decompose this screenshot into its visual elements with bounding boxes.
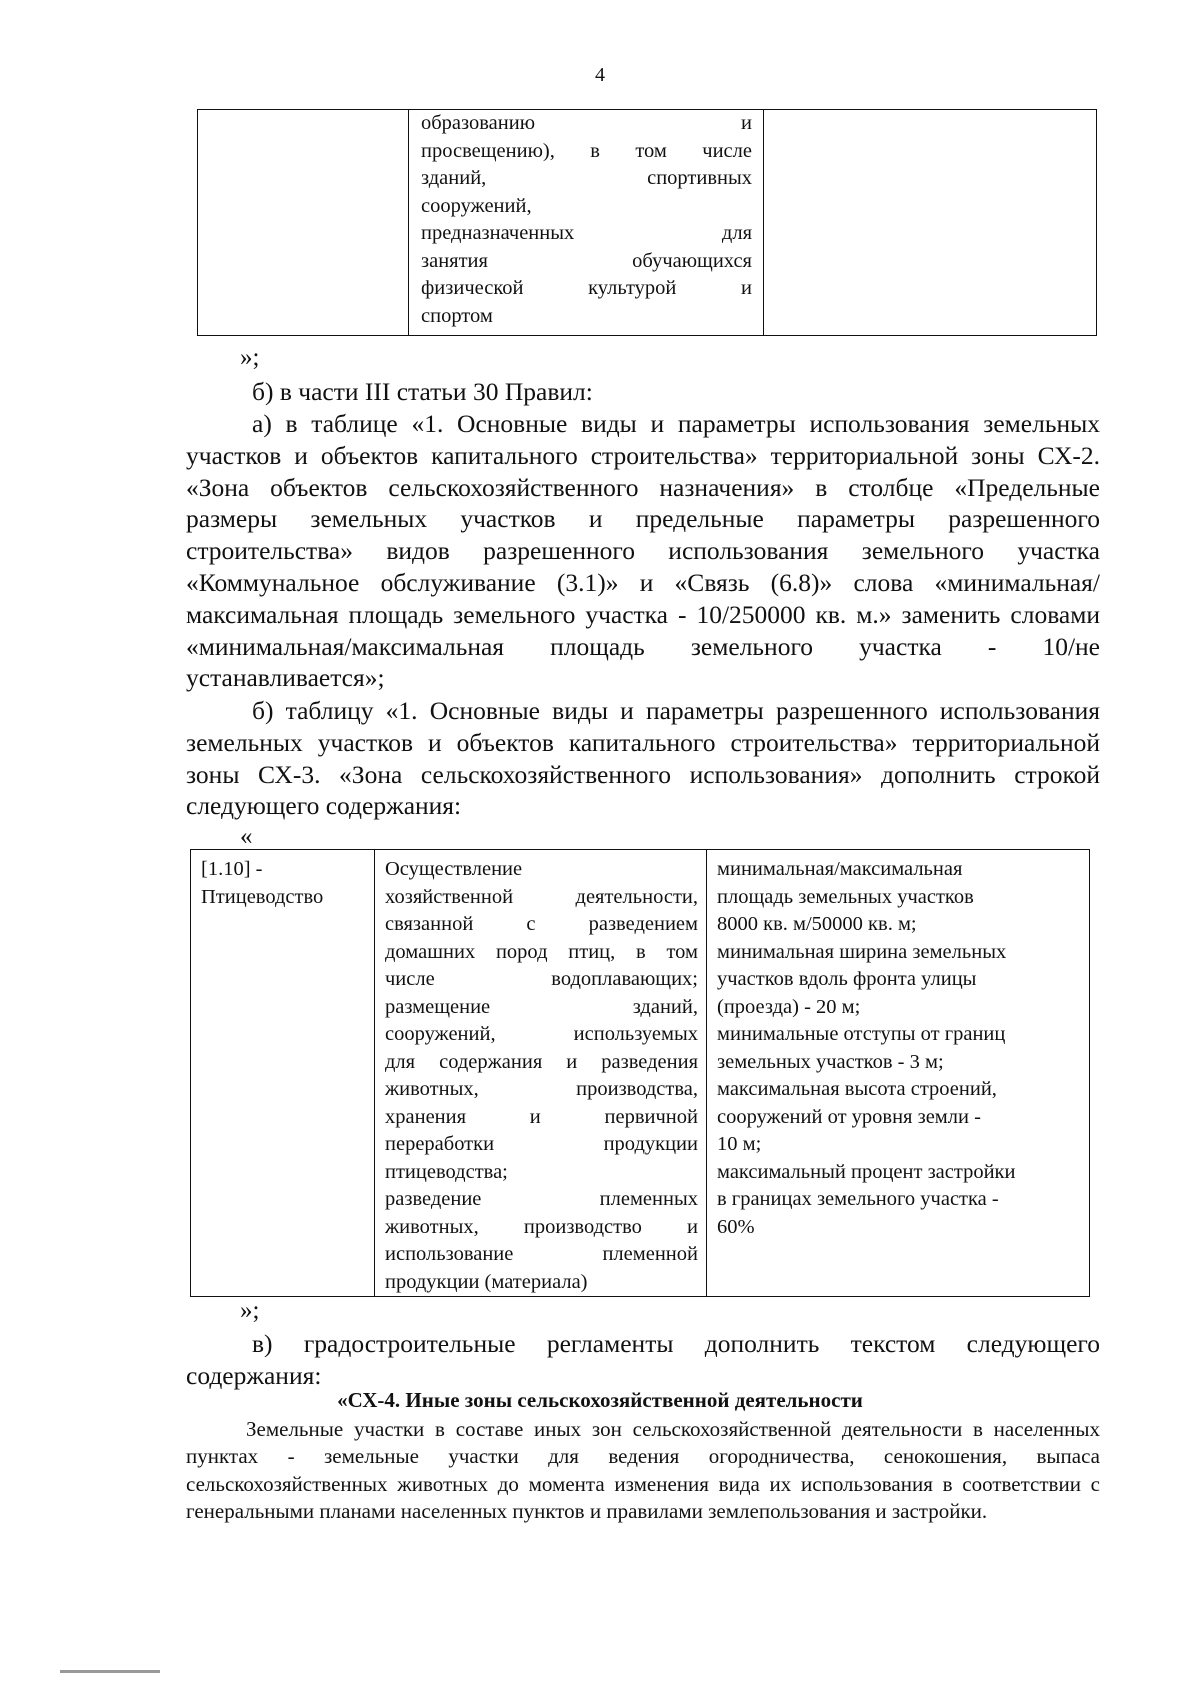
parameter-line: максимальная высота строений,: [717, 1078, 997, 1100]
description-line: Осуществление: [385, 858, 523, 880]
closing-quote: »;: [240, 344, 260, 371]
table-cell-empty-right: [764, 110, 1097, 336]
description-line: домашних пород птиц, в том: [385, 940, 698, 963]
section-heading: «СХ-4. Иные зоны сельскохозяйственной деятельности: [337, 1388, 863, 1412]
parameter-line: в границах земельного участка -: [717, 1188, 999, 1210]
parameter-line: (проезда) - 20 м;: [717, 995, 861, 1018]
description-line: переработки продукции: [385, 1133, 698, 1155]
table-cell-empty-left: [198, 110, 409, 336]
code-lines: [201, 856, 366, 911]
parameter-line: земельных участков - 3 м;: [717, 1050, 944, 1073]
parameter-line: участков вдоль фронта улицы: [717, 968, 977, 990]
paragraph-b: б) таблицу «1. Основные виды и параметры разрешенного использования земельных участков и объектов капитального строительства» территориальной зоны СХ-3. «Зона сельскохозяйственного использования» дополнить строкой следующего содержания:: [186, 696, 1100, 821]
description-line: хранения и первичной: [385, 1105, 698, 1128]
activity-line: просвещению), в том числе: [421, 139, 752, 162]
activity-line: сооружений,: [421, 194, 532, 217]
description-line: размещение зданий,: [385, 995, 698, 1018]
description-line: птицеводства;: [385, 1160, 508, 1183]
table-cell-description: [375, 850, 707, 1297]
description-lines: [385, 856, 698, 1296]
paragraph-a: а) в таблице «1. Основные виды и параметры использования земельных участков и объектов капитального строительства» территориальной зоны СХ-2. «Зона объектов сельскохозяйственного назначения» в столбце «Предельные размеры земельных участков и предельные параметры разрешенного строительства» видов разрешенного использования земельного участка «Коммунальное обслуживание (3.1)» и «Связь (6.8)» слова «минимальная/максимальная площадь земельного участка - 10/250000 кв. м.» заменить словами «минимальная/максимальная площадь земельного участка - 10/не устанавливается»;: [186, 409, 1100, 693]
activity-line: физической культурой и: [421, 277, 752, 299]
parameter-line: 60%: [717, 1215, 755, 1238]
table-cell-activity: [409, 110, 764, 336]
opening-quote: «: [240, 823, 253, 850]
parameter-line: 8000 кв. м/50000 кв. м;: [717, 913, 917, 935]
section-text: Земельные участки в составе иных зон сельскохозяйственной деятельности в населенных пунктах - земельные участки для ведения огородничества, сенокошения, выпаса сельскохозяйственных животных до момента изменения вида их использования в соответствии с генеральными планами населенных пунктов и правилами землепользования и застройки.: [186, 1417, 1100, 1524]
description-line: хозяйственной деятельности,: [385, 885, 698, 908]
parameter-line: минимальная ширина земельных: [717, 940, 1007, 963]
activity-line: занятия обучающихся: [421, 249, 752, 272]
activity-line: спортом: [421, 304, 493, 327]
parameter-line: максимальный процент застройки: [717, 1160, 1016, 1183]
parameter-line: сооружений от уровня земли -: [717, 1105, 981, 1128]
paragraph-part-3-heading: б) в части III статьи 30 Правил:: [252, 377, 593, 406]
table-new-row: [190, 849, 1090, 1297]
description-line: продукции (материала): [385, 1270, 588, 1293]
paragraph-v: в) градостроительные регламенты дополнить текстом следующего содержания:: [186, 1329, 1100, 1390]
description-line: для содержания и разведения: [385, 1050, 698, 1073]
activity-line: зданий, спортивных: [421, 167, 752, 189]
description-line: использование племенной: [385, 1243, 698, 1265]
page-number: 4: [595, 64, 605, 86]
description-line: сооружений, используемых: [385, 1023, 698, 1045]
scan-mark: [60, 1670, 160, 1673]
table-continuation: [197, 109, 1097, 336]
activity-line: предназначенных для: [421, 222, 752, 244]
closing-quote-2: »;: [240, 1297, 260, 1324]
parameter-line: 10 м;: [717, 1133, 762, 1155]
description-line: числе водоплавающих;: [385, 968, 698, 990]
description-line: животных, производства,: [385, 1078, 698, 1100]
activity-line: образованию и: [421, 112, 752, 134]
description-line: связанной с разведением: [385, 913, 698, 935]
parameter-lines: [717, 856, 1081, 1241]
parameter-line: минимальные отступы от границ: [717, 1023, 1006, 1045]
table-cell-parameters: [707, 850, 1090, 1297]
parameter-line: площадь земельных участков: [717, 885, 974, 908]
parameter-line: минимальная/максимальная: [717, 858, 963, 880]
activity-lines: [421, 110, 752, 330]
description-line: животных, производство и: [385, 1215, 698, 1238]
description-line: разведение племенных: [385, 1188, 698, 1210]
code-line: [1.10] -: [201, 858, 263, 880]
table-cell-code: [191, 850, 375, 1297]
code-line: Птицеводство: [201, 885, 324, 908]
